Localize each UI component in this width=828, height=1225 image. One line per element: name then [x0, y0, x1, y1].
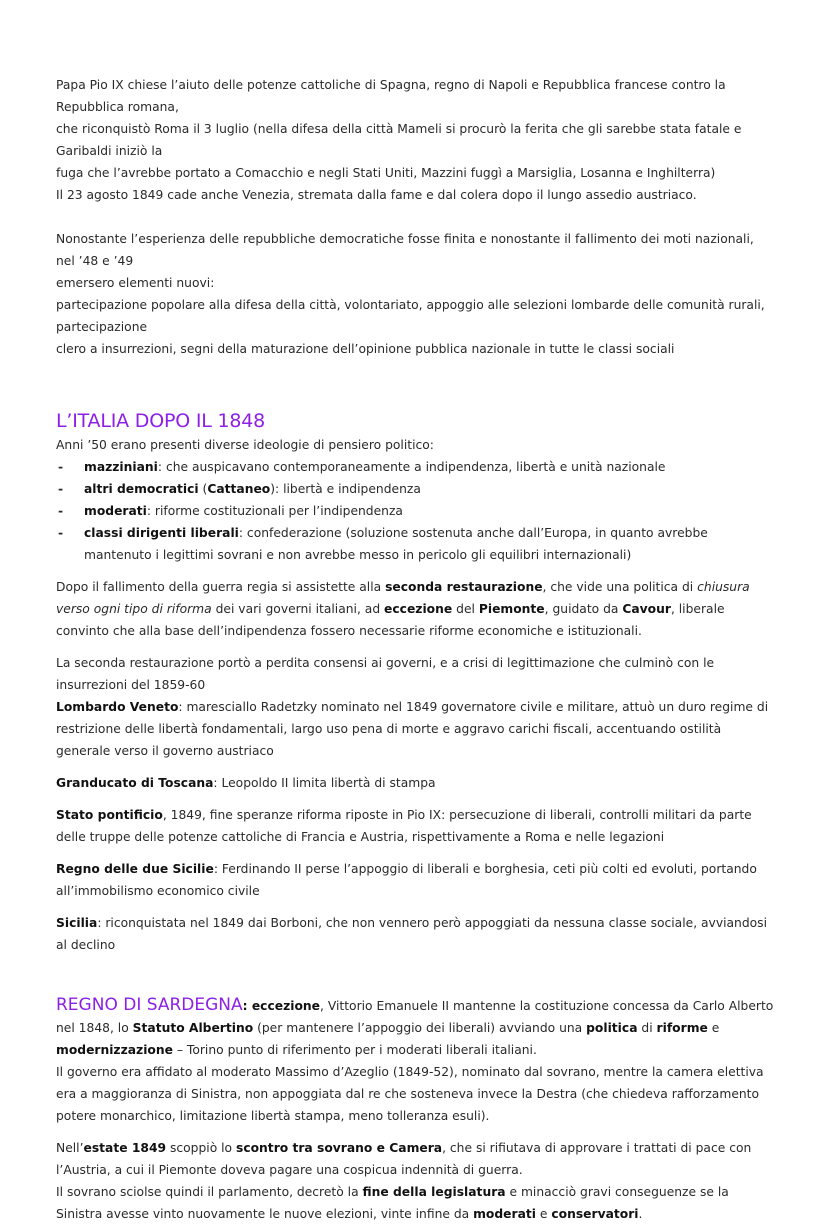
text-line: partecipazione popolare alla difesa della città, volontariato, appoggio alle selezioni lombarde delle comunità rurali, partecipazione [56, 298, 765, 334]
paragraph-governo-azeglio: Il governo era affidato al moderato Massimo d’Azeglio (1849-52), nominato dal sovrano, mentre la camera elettiva era a maggioranza di Sinistra, non appoggiata dal re che sosteneva invece la Destra (che chiedeva rafforzamento potere monarchico, limitazione libertà stampa, meno tolleranza esuli). [56, 1065, 764, 1123]
list-item: - classi dirigenti liberali: confederazione (soluzione sostenuta anche dall’Europa, in quanto avrebbe mantenuto i legittimi sovrani e non avrebbe messo in pericolo gli equilibri internazionali) [56, 522, 776, 566]
text-line: Papa Pio IX chiese l’aiuto delle potenze cattoliche di Spagna, regno di Napoli e Repubblica francese contro la Repubblica romana, [56, 78, 726, 114]
paragraph-nuovi-elementi [56, 228, 776, 360]
list-item: - mazziniani: che auspicavano contemporaneamente a indipendenza, libertà e unità nazionale [56, 456, 776, 478]
text-line: Il 23 agosto 1849 cade anche Venezia, stremata dalla fame e dal colera dopo il lungo assedio austriaco. [56, 188, 697, 202]
paragraph-pio-ix [56, 74, 776, 206]
text-line: emersero elementi nuovi: [56, 276, 215, 290]
state-regno-due-sicilie: Regno delle due Sicilie: Ferdinando II perse l’appoggio di liberali e borghesia, ceti più colti ed evoluti, portando all’immobilismo economico civile [56, 862, 757, 898]
state-granducato-toscana: Granducato di Toscana: Leopoldo II limita libertà di stampa [56, 776, 436, 790]
paragraph-regno-sardegna: REGNO DI SARDEGNA: eccezione, Vittorio Emanuele II mantenne la costituzione concessa da Carlo Alberto nel 1848, lo Statuto Albertino (per mantenere l’appoggio dei liberali) avviando una politica di riforme e modernizzazione – Torino punto di riferimento per i moderati liberali italiani. [56, 995, 774, 1057]
list-item: - moderati: riforme costituzionali per l’indipendenza [56, 500, 776, 522]
paragraph-scontro-sovrano-camera: Nell’estate 1849 scoppiò lo scontro tra sovrano e Camera, che si rifiutava di approvare i trattati di pace con l’Austria, a cui il Piemonte doveva pagare una cospicua indennità di guerra. Il sovrano sciolse quindi il parlamento, decretò la fine della legislatura e minacciò gravi conseguenze se la Sinistra avesse vinto nuovamente le nuove elezioni, vinte infine da moderati e conservatori. [56, 1141, 752, 1221]
state-sicilia: Sicilia: riconquistata nel 1849 dai Borboni, che non vennero però appoggiati da nessuna classe sociale, avviandosi al declino [56, 916, 768, 952]
ideologies-intro: Anni ’50 erano presenti diverse ideologie di pensiero politico: [56, 438, 434, 452]
text-line: Nonostante l’esperienza delle repubbliche democratiche fosse finita e nonostante il fallimento dei moti nazionali, nel ’48 e ’49 [56, 232, 754, 268]
state-stato-pontificio: Stato pontificio, 1849, fine speranze riforma riposte in Pio IX: persecuzione di liberali, controlli militari da parte delle truppe delle potenze cattoliche di Francia e Austria, rispettivamente a Roma e nelle legazioni [56, 808, 752, 844]
section-heading-regno-sardegna: REGNO DI SARDEGNA [56, 995, 243, 1015]
document-page [56, 74, 776, 1225]
state-lombardo-veneto: Lombardo Veneto: maresciallo Radetzky nominato nel 1849 governatore civile e militare, attuò un duro regime di restrizione delle libertà fondamentali, largo uso pena di morte e aggravo carichi fiscali, accentuando ostilità generale verso il governo austriaco [56, 700, 769, 758]
ideologies-list [56, 456, 776, 566]
paragraph-seconda-restaurazione: Dopo il fallimento della guerra regia si assistette alla seconda restaurazione, che vide una politica di chiusura verso ogni tipo di riforma dei vari governi italiani, ad eccezione del Piemonte, guidato da Cavour, liberale convinto che alla base dell’indipendenza fossero necessarie riforme economiche e istituzionali. [56, 580, 750, 638]
list-item: - altri democratici (Cattaneo): libertà e indipendenza [56, 478, 776, 500]
paragraph-crisi-legittimazione: La seconda restaurazione portò a perdita consensi ai governi, e a crisi di legittimazione che culminò con le insurrezioni del 1859-60 [56, 656, 715, 692]
text-line: fuga che l’avrebbe portato a Comacchio e negli Stati Uniti, Mazzini fuggì a Marsiglia, Losanna e Inghilterra) [56, 166, 716, 180]
section-heading-italia-dopo-1848: L’ITALIA DOPO IL 1848 [56, 410, 266, 432]
text-line: clero a insurrezioni, segni della maturazione dell’opinione pubblica nazionale in tutte le classi sociali [56, 342, 675, 356]
text-line: che riconquistò Roma il 3 luglio (nella difesa della città Mameli si procurò la ferita che gli sarebbe stata fatale e Garibaldi iniziò la [56, 122, 742, 158]
